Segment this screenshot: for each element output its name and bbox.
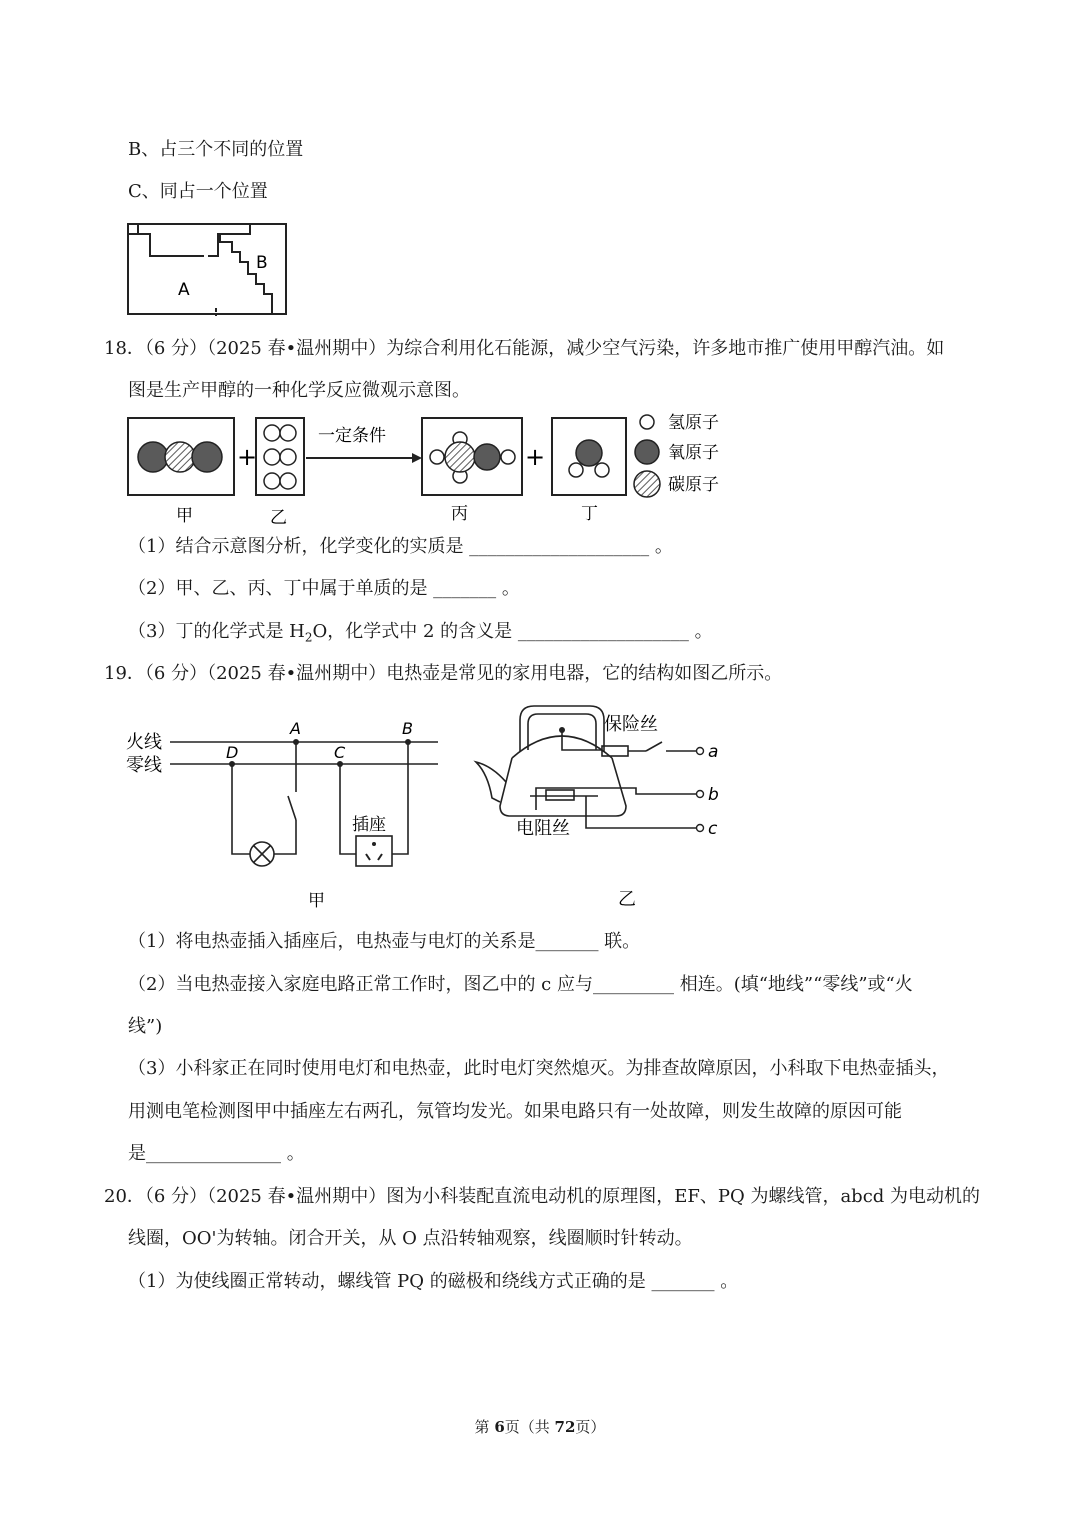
q19-part3-line1: （3）小科家正在同时使用电灯和电热壶，此时电灯突然熄灭。为排查故障原因，小科取下电热壶插头， bbox=[128, 1058, 950, 1079]
q19-part3-line3: 是_______________ 。 bbox=[128, 1143, 305, 1164]
q18-part3 bbox=[128, 620, 713, 650]
q18-part2: （2）甲、乙、丙、丁中属于单质的是 _______ 。 bbox=[128, 578, 520, 599]
q18-part3-post: O，化学式中 2 的含义是 ___________________ 。 bbox=[312, 621, 713, 642]
reaction-condition: 一定条件 bbox=[318, 426, 386, 446]
legend-hydrogen-icon bbox=[640, 415, 654, 429]
molecule-jia bbox=[128, 418, 234, 495]
q17-figure bbox=[120, 218, 295, 320]
legend-oxygen-icon bbox=[635, 440, 659, 464]
point-a: A bbox=[290, 719, 301, 738]
legend-carbon: 碳原子 bbox=[668, 475, 719, 495]
point-b: B bbox=[402, 719, 413, 738]
option-c: C、同占一个位置 bbox=[128, 181, 268, 202]
plus-sign-2: + bbox=[525, 443, 546, 471]
label-yi: 乙 bbox=[270, 508, 287, 528]
resistor-label: 电阻丝 bbox=[516, 818, 570, 839]
q20-stem-line1: 20．（6 分）（2025 春•温州期中）图为小科装配直流电动机的原理图，EF、PQ 为螺线管，abcd 为电动机的 bbox=[104, 1186, 981, 1207]
live-wire-label: 火线 bbox=[126, 732, 162, 753]
q18-part3-pre: （3）丁的化学式是 H bbox=[128, 621, 305, 642]
fig-label-b: B bbox=[256, 253, 268, 273]
label-jia: 甲 bbox=[176, 506, 193, 526]
q18-stem-line1: 18．（6 分）（2025 春•温州期中）为综合利用化石能源，减少空气污染，许多地市推广使用甲醇汽油。如 bbox=[104, 338, 945, 359]
q19-stem: 19．（6 分）（2025 春•温州期中）电热壶是常见的家用电器，它的结构如图乙所示。 bbox=[104, 663, 783, 684]
fuse-label: 保险丝 bbox=[604, 714, 658, 735]
legend bbox=[634, 413, 719, 497]
figure-yi-label: 乙 bbox=[618, 889, 636, 910]
q18-part3-sub: 2 bbox=[304, 630, 313, 645]
q18-part1: （1）结合示意图分析，化学变化的实质是 ____________________ 。 bbox=[128, 536, 673, 557]
footer-post: 页） bbox=[575, 1418, 606, 1436]
terminal-c: c bbox=[708, 819, 718, 839]
figure-jia-label: 甲 bbox=[308, 891, 325, 911]
molecule-ding bbox=[552, 418, 626, 495]
q20-part1: （1）为使线圈正常转动，螺线管 PQ 的磁极和绕线方式正确的是 _______ 。 bbox=[128, 1271, 739, 1292]
terminal-b: b bbox=[708, 785, 719, 805]
legend-oxygen: 氧原子 bbox=[668, 443, 719, 463]
point-d: D bbox=[226, 743, 239, 762]
q18-stem-line2: 图是生产甲醇的一种化学反应微观示意图。 bbox=[128, 380, 470, 401]
legend-hydrogen: 氢原子 bbox=[668, 413, 719, 433]
footer-mid: 页（共 bbox=[504, 1418, 555, 1436]
q19-part1: （1）将电热壶插入插座后，电热壶与电灯的关系是_______ 联。 bbox=[128, 931, 641, 952]
point-c: C bbox=[334, 743, 346, 762]
footer-pre: 第 bbox=[474, 1418, 495, 1436]
q19-part2-line2: 线”) bbox=[128, 1016, 163, 1037]
legend-carbon-icon bbox=[634, 471, 660, 497]
terminal-a: a bbox=[708, 742, 719, 762]
molecule-yi bbox=[256, 418, 304, 495]
option-b: B、占三个不同的位置 bbox=[128, 139, 304, 160]
household-circuit-figure bbox=[122, 708, 442, 914]
fig-label-a: A bbox=[178, 280, 190, 300]
total-pages: 72 bbox=[554, 1418, 576, 1436]
socket-label: 插座 bbox=[352, 815, 386, 835]
label-ding: 丁 bbox=[581, 504, 598, 524]
reaction-diagram bbox=[120, 408, 740, 530]
label-bing: 丙 bbox=[451, 504, 468, 524]
page-number: 6 bbox=[494, 1418, 505, 1436]
neutral-wire-label: 零线 bbox=[126, 755, 162, 776]
plus-sign-1: + bbox=[237, 443, 258, 471]
q20-stem-line2: 线圈，OO'为转轴。闭合开关，从 O 点沿转轴观察，线圈顺时针转动。 bbox=[128, 1228, 693, 1249]
page-footer bbox=[0, 1416, 1080, 1437]
q19-part3-line2: 用测电笔检测图甲中插座左右两孔，氖管均发光。如果电路只有一处故障，则发生故障的原因可能 bbox=[128, 1101, 902, 1122]
q19-part2-line1: （2）当电热壶接入家庭电路正常工作时，图乙中的 c 应与_________ 相连。(填“地线”“零线”或“火 bbox=[128, 974, 913, 995]
kettle-figure bbox=[470, 700, 720, 914]
molecule-bing bbox=[422, 418, 522, 495]
